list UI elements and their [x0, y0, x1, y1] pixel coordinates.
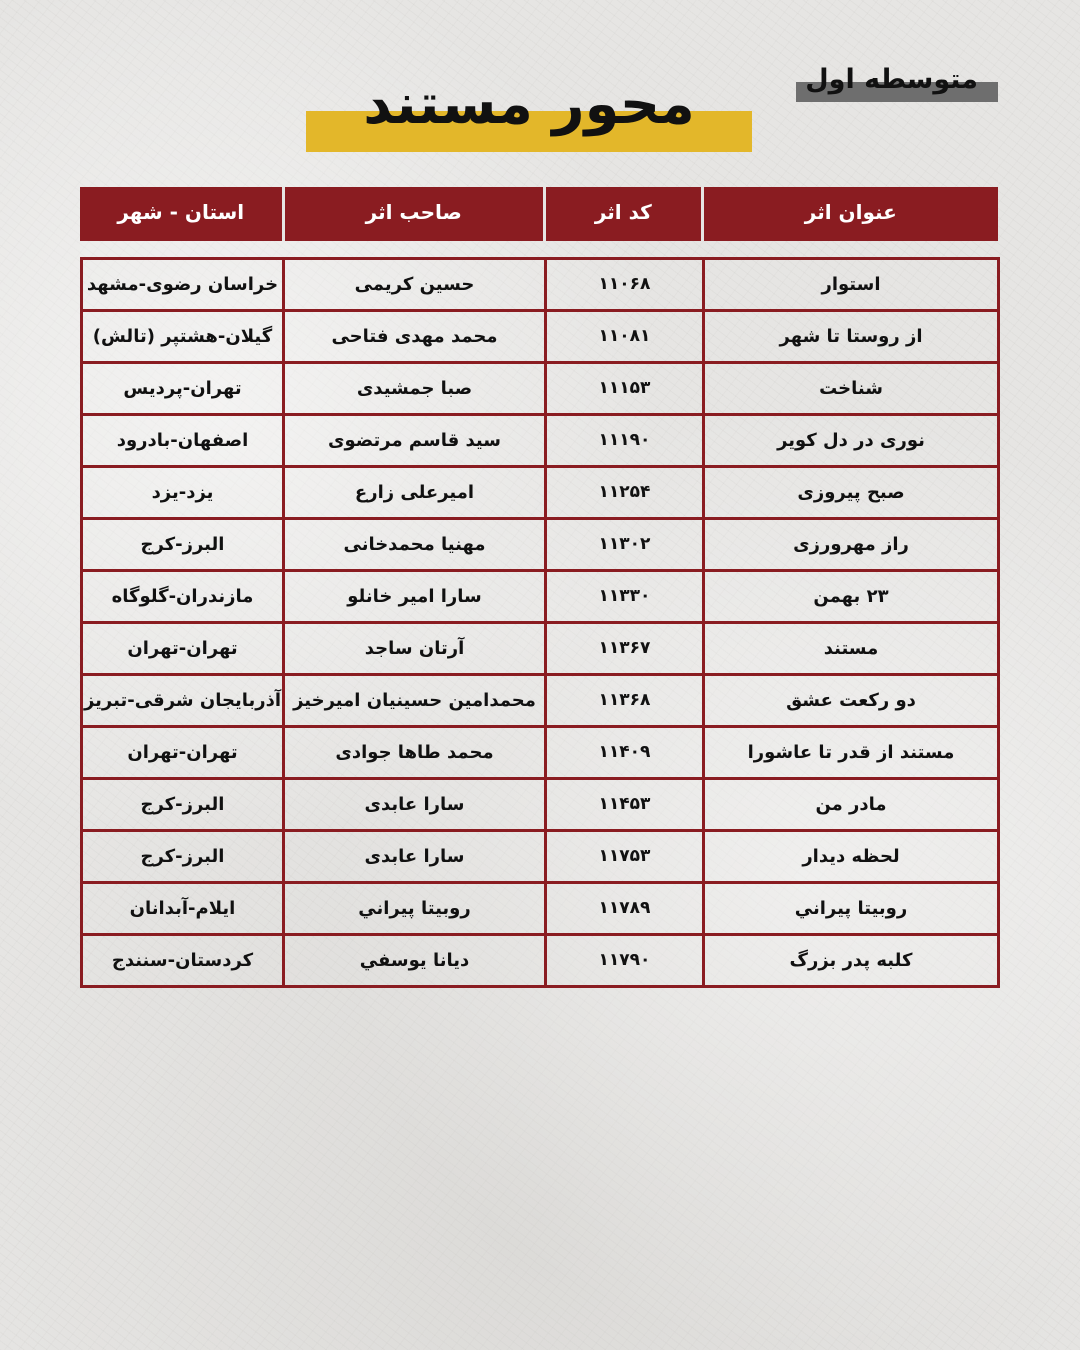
cell-title: ۲۳ بهمن — [702, 572, 1000, 621]
cell-title: مستند — [702, 624, 1000, 673]
cell-title: راز مهرورزی — [702, 520, 1000, 569]
cell-title: دو رکعت عشق — [702, 676, 1000, 725]
cell-code: ۱۱۴۵۳ — [544, 780, 702, 829]
header-province: استان - شهر — [117, 200, 245, 224]
table-row — [80, 260, 1000, 312]
cell-province: گیلان-هشتپر (تالش) — [80, 312, 282, 361]
table-row — [80, 520, 1000, 572]
cell-title: مستند از قدر تا عاشورا — [702, 728, 1000, 777]
cell-code: ۱۱۰۸۱ — [544, 312, 702, 361]
cell-province: البرز-کرج — [80, 520, 282, 569]
table-row — [80, 936, 1000, 988]
cell-province: تهران-تهران — [80, 624, 282, 673]
cell-province: کردستان-سنندج — [80, 936, 282, 985]
cell-province: ایلام-آبدانان — [80, 884, 282, 933]
cell-owner: امیرعلی زارع — [282, 468, 544, 517]
cell-owner: سارا امیر خانلو — [282, 572, 544, 621]
cell-owner: محمدامین حسینیان امیرخیز — [282, 676, 544, 725]
cell-code: ۱۱۲۵۴ — [544, 468, 702, 517]
table-row — [80, 832, 1000, 884]
cell-code: ۱۱۷۵۳ — [544, 832, 702, 881]
cell-code: ۱۱۱۵۳ — [544, 364, 702, 413]
cell-code: ۱۱۳۶۷ — [544, 624, 702, 673]
cell-province: اصفهان-بادرود — [80, 416, 282, 465]
table-row — [80, 728, 1000, 780]
cell-title: از روستا تا شهر — [702, 312, 1000, 361]
cell-title: مادر من — [702, 780, 1000, 829]
table-row — [80, 312, 1000, 364]
cell-title: لحظه دیدار — [702, 832, 1000, 881]
table-row — [80, 676, 1000, 728]
cell-code: ۱۱۳۰۲ — [544, 520, 702, 569]
cell-code: ۱۱۰۶۸ — [544, 260, 702, 309]
page-title: محور مستند — [363, 72, 695, 137]
cell-owner: سارا عابدی — [282, 780, 544, 829]
table-row — [80, 624, 1000, 676]
cell-code: ۱۱۱۹۰ — [544, 416, 702, 465]
cell-owner: آرتان ساجد — [282, 624, 544, 673]
table-row — [80, 468, 1000, 520]
table-header — [80, 187, 998, 241]
cell-owner: صبا جمشیدی — [282, 364, 544, 413]
cell-owner: سید قاسم مرتضوی — [282, 416, 544, 465]
cell-title: کلبه پدر بزرگ — [702, 936, 1000, 985]
table-row — [80, 780, 1000, 832]
cell-province: تهران-تهران — [80, 728, 282, 777]
cell-title: شناخت — [702, 364, 1000, 413]
cell-code: ۱۱۳۳۰ — [544, 572, 702, 621]
table-row — [80, 572, 1000, 624]
cell-owner: حسین کریمی — [282, 260, 544, 309]
cell-title: صبح پیروزی — [702, 468, 1000, 517]
header-owner: صاحب اثر — [282, 187, 543, 241]
cell-title: استوار — [702, 260, 1000, 309]
works-table — [80, 257, 1000, 988]
header-code: کد اثر — [543, 187, 701, 241]
table-row — [80, 884, 1000, 936]
cell-code: ۱۱۳۶۸ — [544, 676, 702, 725]
cell-owner: سارا عابدی — [282, 832, 544, 881]
cell-owner: مهنیا محمدخانی — [282, 520, 544, 569]
cell-code: ۱۱۴۰۹ — [544, 728, 702, 777]
cell-province: البرز-کرج — [80, 780, 282, 829]
cell-title: روبیتا پیراني — [702, 884, 1000, 933]
cell-owner: محمد طاها جوادی — [282, 728, 544, 777]
header-title: عنوان اثر — [701, 187, 998, 241]
table-row — [80, 364, 1000, 416]
cell-province: مازندران-گلوگاه — [80, 572, 282, 621]
cell-province: البرز-کرج — [80, 832, 282, 881]
cell-owner: محمد مهدی فتاحی — [282, 312, 544, 361]
cell-code: ۱۱۷۹۰ — [544, 936, 702, 985]
cell-title: نوری در دل کویر — [702, 416, 1000, 465]
cell-province: یزد-یزد — [80, 468, 282, 517]
table-row — [80, 416, 1000, 468]
cell-province: تهران-پردیس — [80, 364, 282, 413]
cell-province: خراسان رضوی-مشهد — [80, 260, 282, 309]
cell-province: آذربایجان شرقی-تبریز — [80, 676, 282, 725]
cell-owner: روبیتا پیراني — [282, 884, 544, 933]
cell-owner: دیانا یوسفي — [282, 936, 544, 985]
cell-code: ۱۱۷۸۹ — [544, 884, 702, 933]
grade-label: متوسطه اول — [805, 64, 978, 95]
